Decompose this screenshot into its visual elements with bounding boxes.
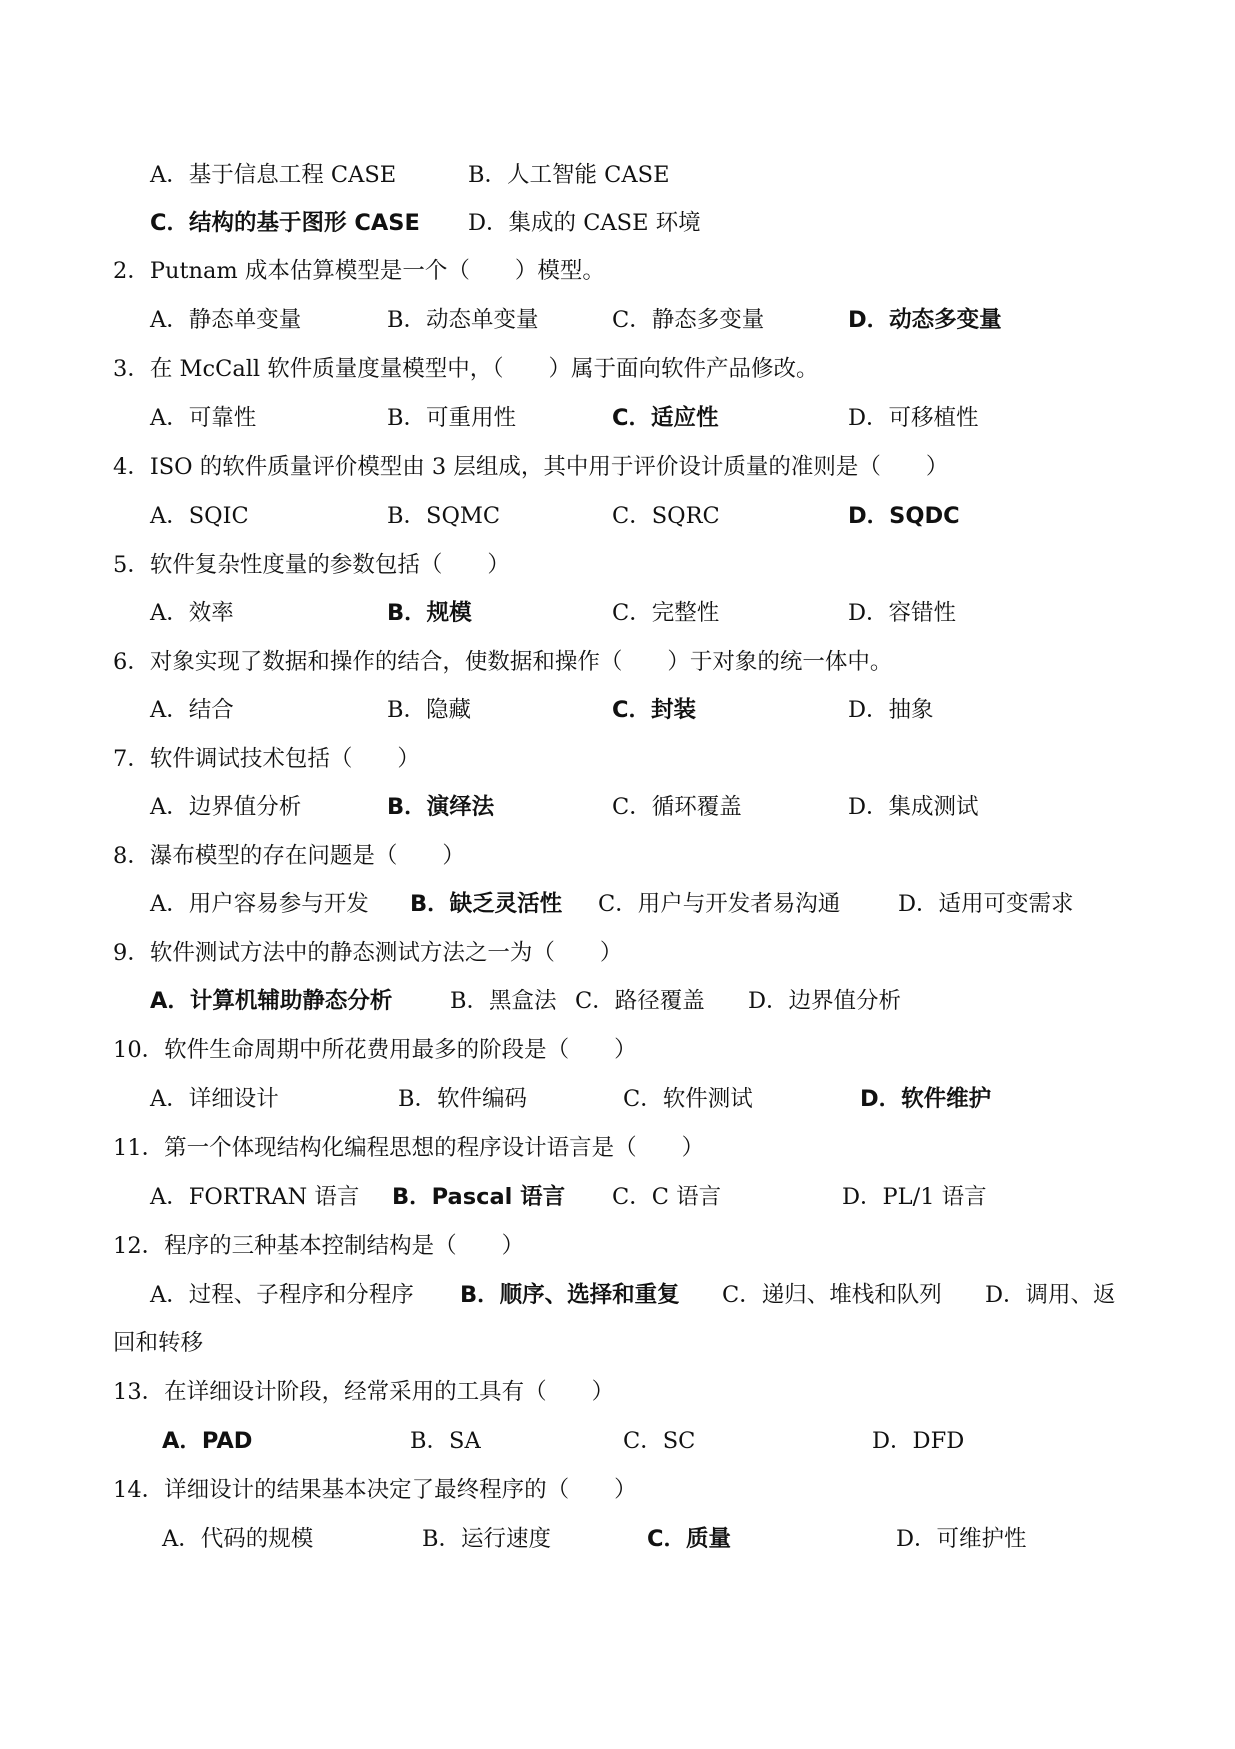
- q2-option-a: A．静态单变量: [150, 307, 302, 333]
- q1-option-c: C．结构的基于图形 CASE: [150, 210, 420, 236]
- q5-option-a: A．效率: [150, 600, 234, 626]
- q12-stem: 12．程序的三种基本控制结构是（ ）: [113, 1233, 525, 1259]
- q13-stem: 13．在详细设计阶段，经常采用的工具有（ ）: [113, 1379, 615, 1405]
- q14-option-c: C．质量: [647, 1526, 732, 1552]
- q10-option-b: B．软件编码: [398, 1086, 528, 1112]
- q9-option-a: A．计算机辅助静态分析: [150, 988, 393, 1014]
- q5-option-c: C．完整性: [612, 600, 720, 626]
- q6-option-b: B．隐藏: [387, 697, 472, 723]
- q3-stem: 3．在 McCall 软件质量度量模型中，（ ）属于面向软件产品修改。: [113, 356, 819, 382]
- q6-option-c: C．封装: [612, 697, 697, 723]
- q11-option-a: A．FORTRAN 语言: [150, 1184, 360, 1210]
- q11-option-d: D．PL/1 语言: [842, 1184, 987, 1210]
- q14-stem: 14．详细设计的结果基本决定了最终程序的（ ）: [113, 1477, 637, 1503]
- q12-option-d-continuation: 回和转移: [113, 1330, 204, 1356]
- q11-option-b: B．Pascal 语言: [392, 1184, 566, 1210]
- q9-option-c: C．路径覆盖: [575, 988, 705, 1014]
- q8-option-b: B．缺乏灵活性: [410, 891, 563, 917]
- q10-option-a: A．详细设计: [150, 1086, 279, 1112]
- q9-option-d: D．边界值分析: [748, 988, 902, 1014]
- q3-option-c: C．适应性: [612, 405, 719, 431]
- q8-option-c: C．用户与开发者易沟通: [598, 891, 841, 917]
- q4-option-d: D．SQDC: [848, 503, 960, 529]
- q4-option-a: A．SQIC: [150, 503, 249, 529]
- q4-option-c: C．SQRC: [612, 503, 720, 529]
- q3-option-d: D．可移植性: [848, 405, 979, 431]
- q2-option-c: C．静态多变量: [612, 307, 765, 333]
- q13-option-c: C．SC: [623, 1428, 696, 1454]
- q12-option-a: A．过程、子程序和分程序: [150, 1282, 414, 1308]
- q12-option-d: D．调用、返: [985, 1282, 1116, 1308]
- q14-option-b: B．运行速度: [422, 1526, 552, 1552]
- q8-option-a: A．用户容易参与开发: [150, 891, 369, 917]
- q9-option-b: B．黑盒法: [450, 988, 557, 1014]
- q12-option-c: C．递归、堆栈和队列: [722, 1282, 942, 1308]
- q7-option-a: A．边界值分析: [150, 794, 302, 820]
- q7-option-c: C．循环覆盖: [612, 794, 742, 820]
- q14-option-d: D．可维护性: [896, 1526, 1027, 1552]
- q6-option-d: D．抽象: [848, 697, 934, 723]
- q1-option-a: A．基于信息工程 CASE: [150, 162, 397, 188]
- q14-option-a: A．代码的规模: [162, 1526, 314, 1552]
- q8-stem: 8．瀑布模型的存在问题是（ ）: [113, 843, 465, 869]
- q10-option-c: C．软件测试: [623, 1086, 753, 1112]
- q7-option-b: B．演绎法: [387, 794, 495, 820]
- q5-stem: 5．软件复杂性度量的参数包括（ ）: [113, 552, 510, 578]
- q3-option-b: B．可重用性: [387, 405, 517, 431]
- q11-option-c: C．C 语言: [612, 1184, 722, 1210]
- q2-stem: 2．Putnam 成本估算模型是一个（ ）模型。: [113, 258, 605, 284]
- q13-option-a: A．PAD: [162, 1428, 253, 1454]
- q10-option-d: D．软件维护: [860, 1086, 992, 1112]
- q13-option-b: B．SA: [410, 1428, 481, 1454]
- q6-option-a: A．结合: [150, 697, 234, 723]
- q4-stem: 4．ISO 的软件质量评价模型由 3 层组成，其中用于评价设计质量的准则是（ ）: [113, 454, 949, 480]
- q12-option-b: B．顺序、选择和重复: [460, 1282, 680, 1308]
- q11-stem: 11．第一个体现结构化编程思想的程序设计语言是（ ）: [113, 1135, 705, 1161]
- q6-stem: 6．对象实现了数据和操作的结合，使数据和操作（ ）于对象的统一体中。: [113, 649, 893, 675]
- q2-option-b: B．动态单变量: [387, 307, 539, 333]
- q5-option-d: D．容错性: [848, 600, 957, 626]
- q3-option-a: A．可靠性: [150, 405, 257, 431]
- q7-option-d: D．集成测试: [848, 794, 979, 820]
- q2-option-d: D．动态多变量: [848, 307, 1002, 333]
- q1-option-b: B．人工智能 CASE: [468, 162, 670, 188]
- q13-option-d: D．DFD: [872, 1428, 965, 1454]
- q7-stem: 7．软件调试技术包括（ ）: [113, 746, 420, 772]
- q5-option-b: B．规模: [387, 600, 472, 626]
- q10-stem: 10．软件生命周期中所花费用最多的阶段是（ ）: [113, 1037, 637, 1063]
- q9-stem: 9．软件测试方法中的静态测试方法之一为（ ）: [113, 940, 623, 966]
- q4-option-b: B．SQMC: [387, 503, 501, 529]
- q8-option-d: D．适用可变需求: [898, 891, 1074, 917]
- q1-option-d: D．集成的 CASE 环境: [468, 210, 701, 236]
